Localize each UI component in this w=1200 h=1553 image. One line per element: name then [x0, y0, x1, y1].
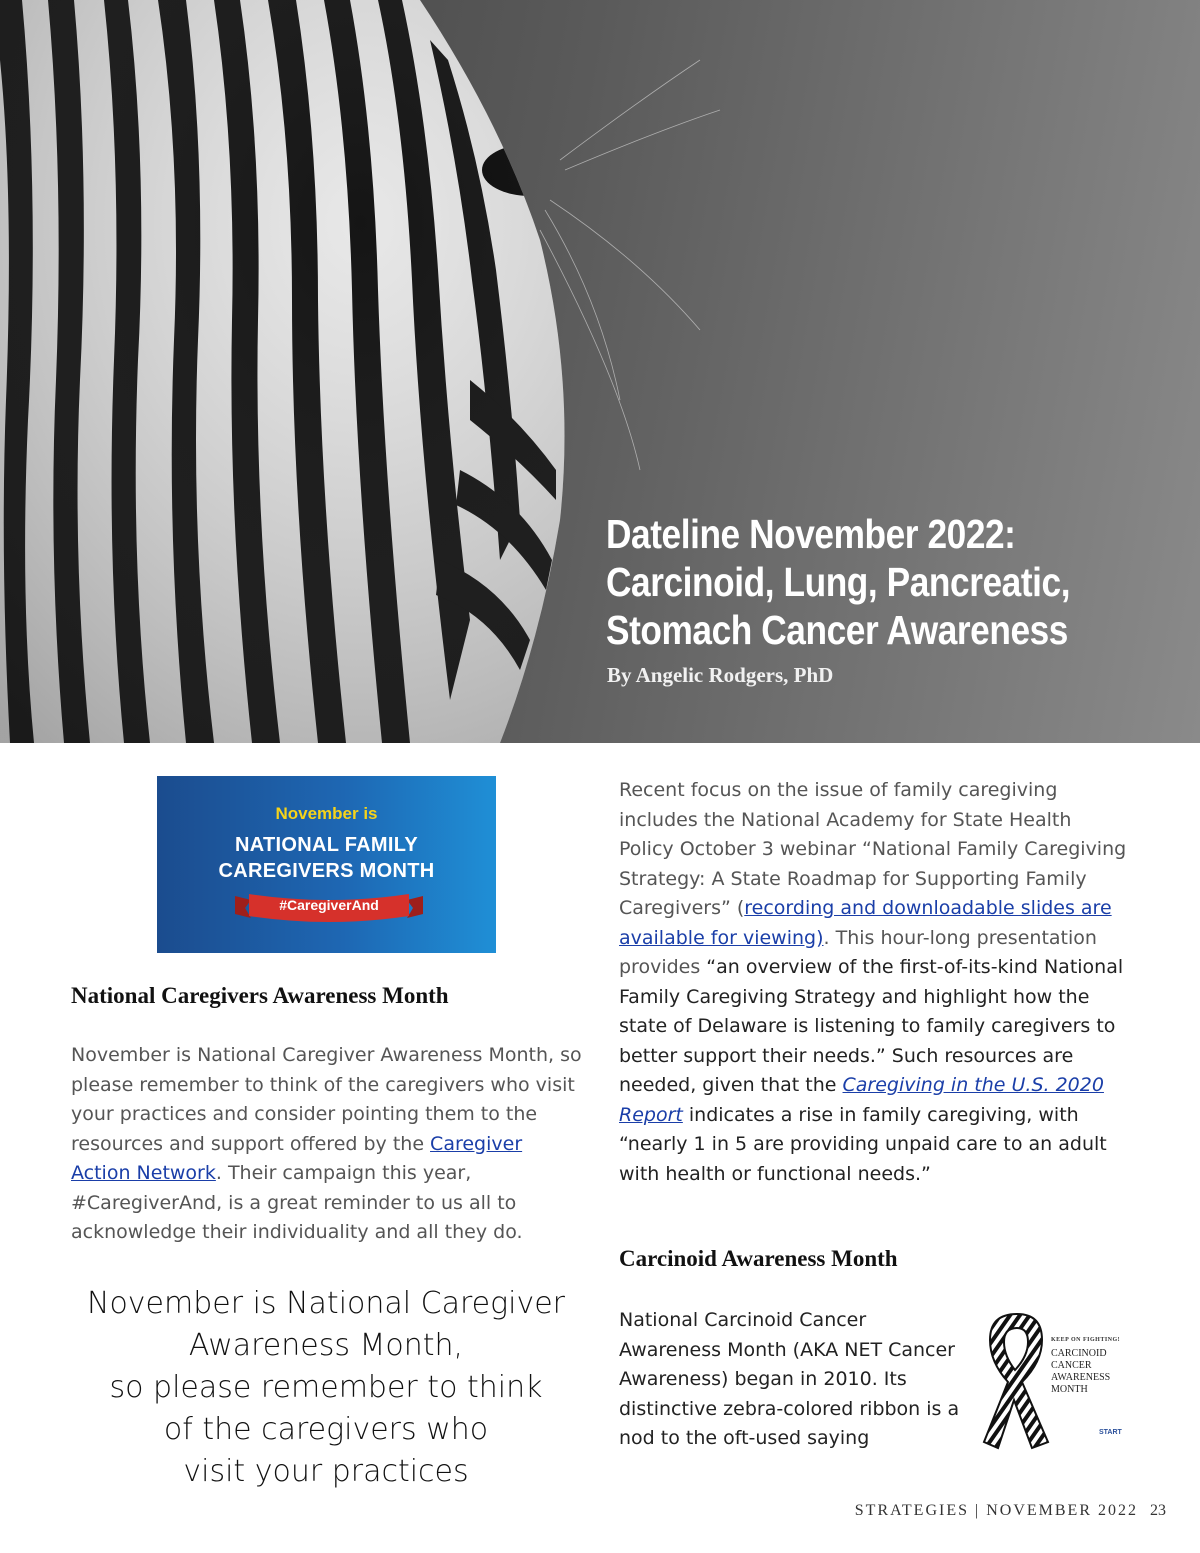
banner-line-2: NATIONAL FAMILY [234, 834, 419, 856]
logo-text [1051, 1348, 1141, 1396]
banner-line-1: November is [275, 804, 378, 823]
carcinoid-paragraph: National Carcinoid Cancer Awareness Month (AKA NET Cancer Awareness) began in 2010. Its distinctive zebra-colored ribbon is a nod to the oft-used saying [619, 1309, 960, 1449]
hero-image [0, 0, 1200, 743]
caregivers-paragraph [71, 1041, 586, 1248]
caregiving-paragraph [619, 776, 1129, 1189]
carcinoid-heading: Carcinoid Awareness Month [619, 1246, 898, 1271]
carcinoid-awareness-logo [982, 1310, 1142, 1452]
byline: By Angelic Rodgers, PhD [607, 663, 834, 687]
pull-quote [70, 1283, 582, 1493]
caregivers-month-banner [157, 776, 496, 953]
logo-line-4: MONTH [1051, 1384, 1088, 1395]
banner-line-3: CAREGIVERS MONTH [218, 860, 435, 882]
publication-name: STRATEGIES | NOVEMBER 2022 [854, 1502, 1138, 1519]
caregiving-text-3: “an overview of the first-of-its-kind National Family Caregiving Strategy and highlight how the state of Delaware is listening to family caregivers to better support their needs.” Such resources are needed, given that the [619, 956, 1124, 1096]
page-number: 23 [1150, 1502, 1166, 1519]
start-logo: START [1099, 1429, 1122, 1436]
zebra-ribbon-icon [982, 1310, 1052, 1452]
title-line-3: Stomach Cancer Awareness [606, 607, 1068, 653]
quote-line-5: visit your practices [183, 1454, 469, 1489]
title-line-2: Carcinoid, Lung, Pancreatic, [606, 559, 1071, 605]
caregiving-text-2: . This hour-long presentation provides [619, 926, 1097, 978]
banner-hashtag: #CaregiverAnd [279, 897, 379, 913]
quote-line-2: Awareness Month, [188, 1328, 464, 1363]
caregiving-text-1: Recent focus on the issue of family caregiving includes the National Academy for State Health Policy October 3 webinar “National Family Caregiving Strategy: A State Roadmap for Supporting Family Caregivers” ( [619, 779, 1127, 919]
quote-line-4: of the caregivers who [163, 1412, 489, 1447]
page-footer [855, 1502, 1166, 1520]
title-line-1: Dateline November 2022: [606, 511, 1016, 557]
caregiving-report-link[interactable]: Caregiving in the U.S. 2020 Report [619, 1074, 1104, 1126]
quote-line-3: so please remember to think [109, 1370, 543, 1405]
article-title [606, 510, 1105, 654]
quote-line-1: November is National Caregiver [87, 1286, 565, 1321]
logo-tagline: KEEP ON FIGHTING! [1051, 1337, 1121, 1343]
logo-line-3: AWARENESS [1051, 1372, 1111, 1383]
recording-slides-link[interactable]: recording and downloadable slides are available for viewing) [619, 897, 1112, 949]
caregiving-text-4: indicates a rise in family caregiving, with “nearly 1 in 5 are providing unpaid care to an adult with health or functional needs.” [619, 1103, 1107, 1185]
logo-line-2: CANCER [1051, 1360, 1092, 1371]
caregiver-action-network-link[interactable]: Caregiver Action Network [71, 1132, 523, 1184]
caregivers-text-1: November is National Caregiver Awareness Month, so please remember to think of the caregivers who visit your practices and consider pointing them to the resources and support offered by the [71, 1044, 582, 1155]
logo-line-1: CARCINOID [1051, 1348, 1107, 1359]
caregivers-heading: National Caregivers Awareness Month [71, 983, 449, 1008]
caregivers-text-2: . Their campaign this year, #CaregiverAnd, is a great reminder to us all to acknowledge their individuality and all they do. [71, 1162, 523, 1243]
